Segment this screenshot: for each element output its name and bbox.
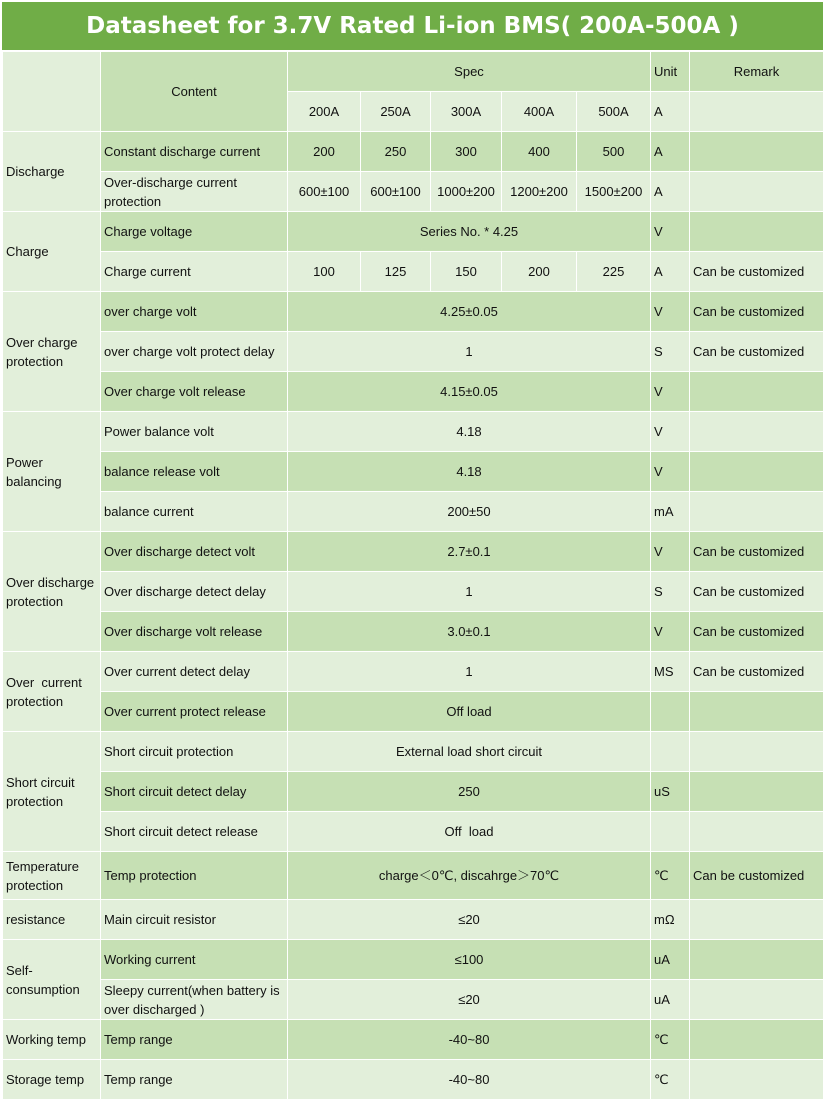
row-remark: [690, 132, 824, 172]
row-unit: uS: [651, 772, 690, 812]
row-value: 4.15±0.05: [288, 372, 651, 412]
row-unit: S: [651, 332, 690, 372]
row-item: Sleepy current(when battery is over discharged ): [101, 980, 288, 1020]
row-value: ≤100: [288, 940, 651, 980]
group-label: Self-consumption: [3, 940, 101, 1020]
row-value: 4.25±0.05: [288, 292, 651, 332]
row-value: 150: [431, 252, 502, 292]
row-value: 250: [361, 132, 431, 172]
group-label: Short circuit protection: [3, 732, 101, 852]
row-remark: [690, 772, 824, 812]
row-value: Series No. * 4.25: [288, 212, 651, 252]
row-remark: [690, 940, 824, 980]
row-item: Main circuit resistor: [101, 900, 288, 940]
row-unit: [651, 812, 690, 852]
header-unit: Unit: [651, 52, 690, 92]
row-item: Constant discharge current: [101, 132, 288, 172]
table-row: [3, 852, 824, 900]
row-item: over charge volt protect delay: [101, 332, 288, 372]
row-value: 250: [288, 772, 651, 812]
group-label: resistance: [3, 900, 101, 940]
group-label: Over charge protection: [3, 292, 101, 412]
row-remark: [690, 900, 824, 940]
row-unit: A: [651, 132, 690, 172]
row-remark: [690, 212, 824, 252]
row-unit: [651, 732, 690, 772]
row-remark: Can be customized: [690, 612, 824, 652]
row-unit: V: [651, 212, 690, 252]
table-row: [3, 292, 824, 332]
row-item: Power balance volt: [101, 412, 288, 452]
row-value: 1000±200: [431, 172, 502, 212]
table-row: [3, 372, 824, 412]
table-row: [3, 332, 824, 372]
row-item: Over current detect delay: [101, 652, 288, 692]
group-label: Power balancing: [3, 412, 101, 532]
row-unit: V: [651, 612, 690, 652]
table-row: [3, 132, 824, 172]
spec-col-200a: 200A: [288, 92, 361, 132]
spec-col-300a: 300A: [431, 92, 502, 132]
row-value: 600±100: [361, 172, 431, 212]
row-value: 3.0±0.1: [288, 612, 651, 652]
row-remark: [690, 372, 824, 412]
row-remark: Can be customized: [690, 252, 824, 292]
spec-col-unit: A: [651, 92, 690, 132]
header-content: Content: [101, 52, 288, 132]
row-remark: [690, 1020, 824, 1060]
row-unit: MS: [651, 652, 690, 692]
row-item: Short circuit protection: [101, 732, 288, 772]
row-value: ≤20: [288, 980, 651, 1020]
row-item: Over discharge detect delay: [101, 572, 288, 612]
row-value: 1500±200: [577, 172, 651, 212]
group-label: Working temp: [3, 1020, 101, 1060]
row-value: 100: [288, 252, 361, 292]
row-remark: [690, 492, 824, 532]
row-remark: Can be customized: [690, 652, 824, 692]
table-row: [3, 900, 824, 940]
row-value: Off load: [288, 812, 651, 852]
row-unit: V: [651, 412, 690, 452]
group-label: Storage temp: [3, 1060, 101, 1100]
header-blank: [3, 52, 101, 132]
row-unit: ℃: [651, 1060, 690, 1100]
row-unit: A: [651, 172, 690, 212]
table-row: [3, 692, 824, 732]
group-label: Over discharge protection: [3, 532, 101, 652]
row-item: Charge voltage: [101, 212, 288, 252]
row-remark: Can be customized: [690, 292, 824, 332]
table-row: [3, 172, 824, 212]
row-item: Over current protect release: [101, 692, 288, 732]
row-value: 4.18: [288, 412, 651, 452]
table-row: [3, 612, 824, 652]
row-unit: V: [651, 372, 690, 412]
row-value: 1200±200: [502, 172, 577, 212]
row-unit: S: [651, 572, 690, 612]
row-value: charge＜0℃, discahrge＞70℃: [288, 852, 651, 900]
table-row: [3, 252, 824, 292]
row-remark: [690, 732, 824, 772]
row-unit: A: [651, 252, 690, 292]
spec-table: [2, 51, 824, 1100]
row-item: Temp range: [101, 1020, 288, 1060]
row-unit: ℃: [651, 1020, 690, 1060]
row-item: Temp range: [101, 1060, 288, 1100]
row-value: 400: [502, 132, 577, 172]
row-value: ≤20: [288, 900, 651, 940]
row-item: Charge current: [101, 252, 288, 292]
row-value: 1: [288, 652, 651, 692]
row-unit: mΩ: [651, 900, 690, 940]
row-remark: Can be customized: [690, 332, 824, 372]
table-row: [3, 1060, 824, 1100]
row-value: 600±100: [288, 172, 361, 212]
row-remark: [690, 692, 824, 732]
row-item: Short circuit detect release: [101, 812, 288, 852]
row-value: 1: [288, 572, 651, 612]
row-value: 200: [502, 252, 577, 292]
row-value: -40~80: [288, 1060, 651, 1100]
row-value: 300: [431, 132, 502, 172]
row-value: 2.7±0.1: [288, 532, 651, 572]
row-unit: uA: [651, 940, 690, 980]
spec-col-remark: [690, 92, 824, 132]
row-unit: [651, 692, 690, 732]
spec-col-500a: 500A: [577, 92, 651, 132]
row-remark: Can be customized: [690, 532, 824, 572]
row-remark: [690, 452, 824, 492]
group-label: Charge: [3, 212, 101, 292]
row-remark: [690, 980, 824, 1020]
row-value: 1: [288, 332, 651, 372]
row-item: Over-discharge current protection: [101, 172, 288, 212]
table-row: [3, 940, 824, 980]
row-value: External load short circuit: [288, 732, 651, 772]
row-value: 500: [577, 132, 651, 172]
row-item: Over charge volt release: [101, 372, 288, 412]
row-remark: [690, 1060, 824, 1100]
row-remark: Can be customized: [690, 852, 824, 900]
row-value: 125: [361, 252, 431, 292]
row-item: Short circuit detect delay: [101, 772, 288, 812]
row-item: Over discharge volt release: [101, 612, 288, 652]
row-value: 200: [288, 132, 361, 172]
row-item: balance current: [101, 492, 288, 532]
table-row: [3, 532, 824, 572]
row-value: Off load: [288, 692, 651, 732]
table-row: [3, 572, 824, 612]
datasheet-title: Datasheet for 3.7V Rated Li-ion BMS( 200A-500A ): [2, 2, 823, 50]
row-item: balance release volt: [101, 452, 288, 492]
row-unit: V: [651, 532, 690, 572]
spec-col-250a: 250A: [361, 92, 431, 132]
table-row: [3, 412, 824, 452]
row-remark: [690, 172, 824, 212]
row-value: -40~80: [288, 1020, 651, 1060]
row-remark: [690, 412, 824, 452]
row-item: Over discharge detect volt: [101, 532, 288, 572]
header-row: [3, 52, 824, 92]
table-row: [3, 772, 824, 812]
row-value: 200±50: [288, 492, 651, 532]
row-remark: Can be customized: [690, 572, 824, 612]
table-row: [3, 980, 824, 1020]
table-row: [3, 492, 824, 532]
table-row: [3, 452, 824, 492]
row-value: 4.18: [288, 452, 651, 492]
table-row: [3, 1020, 824, 1060]
group-label: Discharge: [3, 132, 101, 212]
row-remark: [690, 812, 824, 852]
row-value: 225: [577, 252, 651, 292]
row-item: Temp protection: [101, 852, 288, 900]
group-label: Temperature protection: [3, 852, 101, 900]
header-remark: Remark: [690, 52, 824, 92]
table-row: [3, 652, 824, 692]
row-item: Working current: [101, 940, 288, 980]
table-row: [3, 212, 824, 252]
header-spec: Spec: [288, 52, 651, 92]
group-label: Over current protection: [3, 652, 101, 732]
table-row: [3, 812, 824, 852]
row-unit: V: [651, 292, 690, 332]
row-unit: V: [651, 452, 690, 492]
row-item: over charge volt: [101, 292, 288, 332]
spec-col-400a: 400A: [502, 92, 577, 132]
row-unit: mA: [651, 492, 690, 532]
table-row: [3, 732, 824, 772]
row-unit: ℃: [651, 852, 690, 900]
row-unit: uA: [651, 980, 690, 1020]
